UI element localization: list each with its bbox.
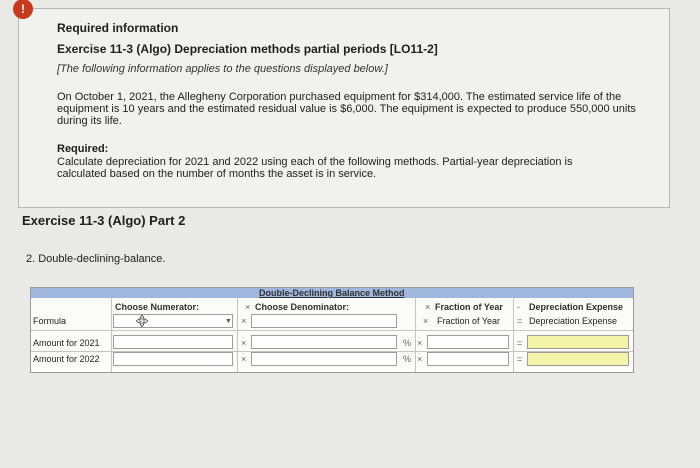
minus-op: - [517,302,520,312]
part-title: Exercise 11-3 (Algo) Part 2 [22,213,186,228]
numerator-select[interactable] [113,314,233,328]
required-information-heading: Required information [57,21,179,35]
required-information-panel [18,2,670,208]
row-divider [31,330,633,331]
times-op: × [425,302,431,312]
applies-note: [The following information applies to the questions displayed below.] [57,63,388,75]
row-2022-label: Amount for 2022 [33,354,100,364]
equals-op: = [517,316,523,326]
expense-2021-output[interactable] [527,335,629,349]
fraction-header: Fraction of Year [435,302,503,312]
move-cursor-icon [136,315,148,327]
denominator-2022-input[interactable] [251,352,397,366]
times-op: × [423,316,429,326]
equals-op: = [517,338,523,348]
column-divider [415,298,416,372]
formula-row-label: Formula [33,316,67,326]
denominator-select[interactable] [251,314,397,328]
part-subtitle: 2. Double-declining-balance. [26,253,166,265]
times-op: × [417,338,423,348]
fraction-2022-input[interactable] [427,352,509,366]
numerator-2021-input[interactable] [113,335,233,349]
row-2021-label: Amount for 2021 [33,338,100,348]
fraction-2021-input[interactable] [427,335,509,349]
expense-header: Depreciation Expense [529,302,624,312]
scenario-text: On October 1, 2021, the Allegheny Corporation purchased equipment for $314,000. The estimated service life of the equipment is 10 years and the estimated residual value is $6,000. The equipment is expected to produce 550,000 units during its life. [57,91,636,127]
ddb-worksheet [30,287,634,373]
times-op: × [417,354,423,364]
times-op: × [241,338,247,348]
column-divider [237,298,238,372]
equals-op: = [517,354,523,364]
denominator-header: Choose Denominator: [255,302,350,312]
formula-expense-label: Depreciation Expense [529,316,618,326]
numerator-header: Choose Numerator: [115,302,200,312]
required-label: Required: [57,143,109,155]
times-op: × [241,316,247,326]
alert-icon: ! [13,0,33,19]
required-text: Calculate depreciation for 2021 and 2022 using each of the following methods. Partial-year depreciation is calculated based on the number of months the asset is in service. [57,156,573,180]
percent-sign: % [403,338,412,348]
times-op: × [241,354,247,364]
dropdown-arrow-icon[interactable]: ▼ [225,318,232,325]
formula-fraction-label: Fraction of Year [437,316,501,326]
exercise-title: Exercise 11-3 (Algo) Depreciation methods partial periods [LO11-2] [57,42,438,56]
times-op: × [245,302,251,312]
expense-2022-output[interactable] [527,352,629,366]
column-divider [513,298,514,372]
table-title: Double-Declining Balance Method [259,288,405,298]
percent-sign: % [403,354,412,364]
denominator-2021-input[interactable] [251,335,397,349]
numerator-2022-input[interactable] [113,352,233,366]
column-divider [111,298,112,372]
